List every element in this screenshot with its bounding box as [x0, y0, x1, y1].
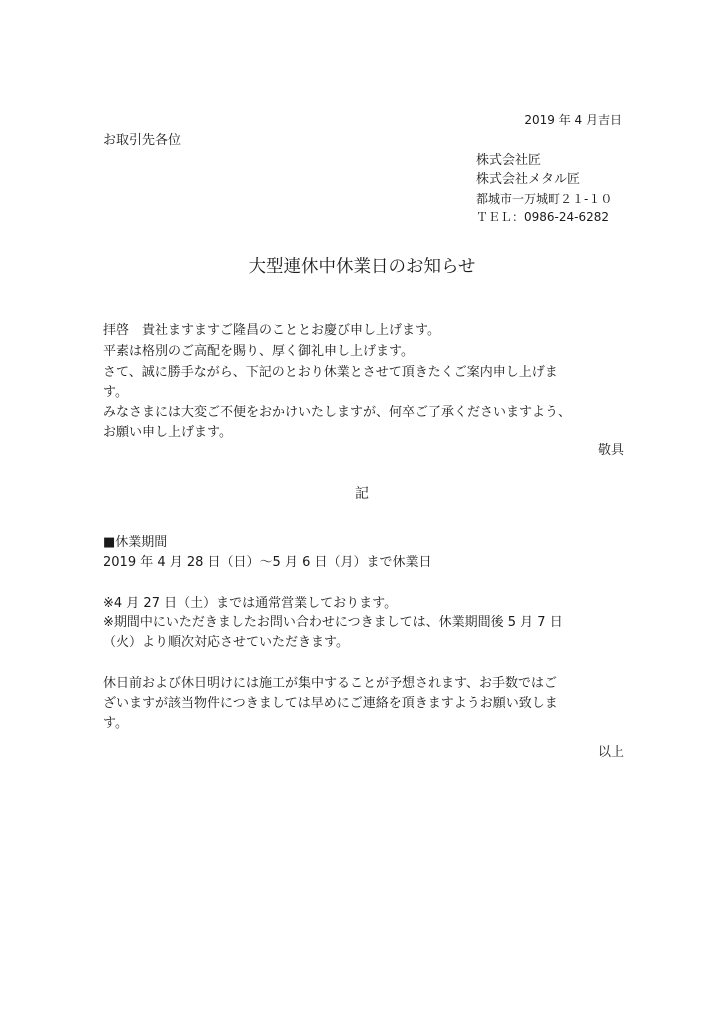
document-date: 2019 年 4 月吉日: [524, 113, 622, 127]
final-line: す。: [103, 716, 128, 731]
holiday-heading: ■休業期間: [103, 535, 168, 550]
body-line: さて、誠に勝手ながら、下記のとおり休業とさせて頂きたくご案内申し上げま: [103, 365, 558, 380]
holiday-period: 2019 年 4 月 28 日（日）～5 月 6 日（月）まで休業日: [103, 555, 432, 570]
body-line: お願い申し上げます。: [103, 425, 232, 440]
closing-keigu: 敬具: [597, 443, 624, 458]
sender-company-1: 株式会社匠: [476, 153, 542, 168]
body-line: 平素は格別のご高配を賜り、厚く御礼申し上げます。: [103, 344, 414, 359]
sender-address: 都城市一万城町２１-１０: [476, 192, 613, 206]
note-line: （火）より順次対応させていただきます。: [103, 635, 349, 650]
ki-heading: 記: [355, 486, 369, 502]
body-line: す。: [103, 385, 128, 400]
note-line: ※期間中にいただきましたお問い合わせにつきましては、休業期間後 5 月 7 日: [103, 615, 563, 630]
body-line: 拝啓 貴社ますますご隆昌のこととお慶び申し上げます。: [103, 323, 440, 338]
end-ijou: 以上: [597, 745, 624, 760]
sender-tel: ＴＥＬ：0986-24-6282: [476, 210, 610, 224]
body-line: みなさまには大変ご不便をおかけいたしますが、何卒ご了承くださいますよう、: [103, 405, 572, 420]
recipient: お取引先各位: [103, 133, 182, 148]
sender-company-2: 株式会社メタル匠: [476, 172, 581, 187]
document-title: 大型連休中休業日のお知らせ: [248, 257, 476, 277]
final-line: 休日前および休日明けには施工が集中することが予想されます、お手数ではご: [103, 676, 557, 691]
note-line: ※4 月 27 日（土）までは通常営業しております。: [103, 596, 398, 611]
final-line: ざいますが該当物件につきましては早めにご連絡を頂きますようお願い致しま: [103, 696, 558, 711]
